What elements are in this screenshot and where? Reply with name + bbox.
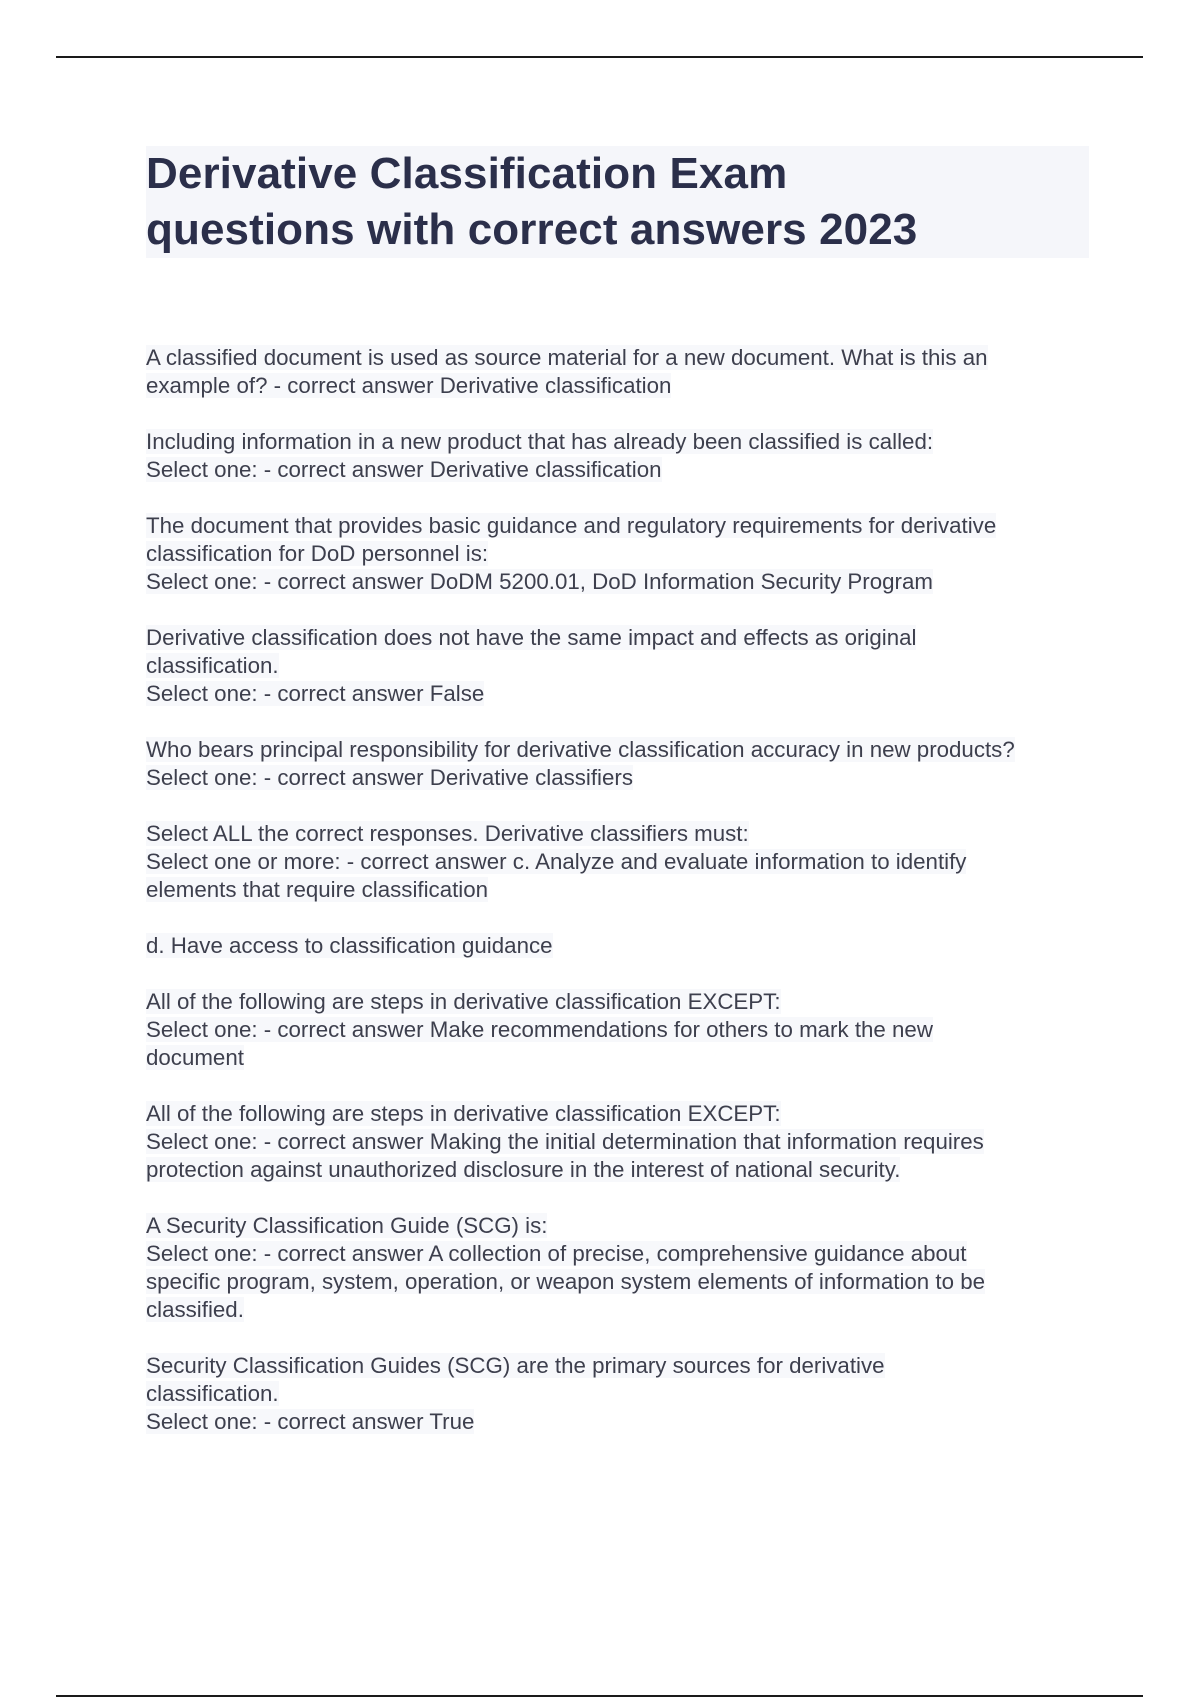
- question-text-line: [146, 988, 1089, 1016]
- question-item: [146, 428, 1089, 484]
- question-list: [146, 344, 1089, 1436]
- question-text-line: [146, 1352, 1089, 1380]
- question-text-line: [146, 1156, 1089, 1184]
- question-text-line: [146, 1044, 1089, 1072]
- question-text-line: [146, 1100, 1089, 1128]
- question-text-line: [146, 848, 1089, 876]
- question-text-line: [146, 680, 1089, 708]
- question-text-line: [146, 1268, 1089, 1296]
- text-run: classified.: [146, 1297, 244, 1322]
- document-title: [146, 146, 1089, 258]
- text-run: Select one: - correct answer False: [146, 681, 485, 706]
- text-run: Select one: - correct answer DoDM 5200.01, DoD Information Security Program: [146, 569, 933, 594]
- question-text-line: [146, 456, 1089, 484]
- text-run: elements that require classification: [146, 877, 489, 902]
- question-text-line: [146, 1128, 1089, 1156]
- question-text-line: [146, 428, 1089, 456]
- text-run: protection against unauthorized disclosure in the interest of national security.: [146, 1157, 901, 1182]
- text-run: Select one: - correct answer Making the initial determination that information requires: [146, 1129, 984, 1154]
- question-text-line: [146, 1380, 1089, 1408]
- question-text-line: [146, 820, 1089, 848]
- text-run: specific program, system, operation, or weapon system elements of information to be: [146, 1269, 985, 1294]
- question-text-line: [146, 932, 1089, 960]
- text-run: Select one: - correct answer Make recommendations for others to mark the new: [146, 1017, 933, 1042]
- question-text-line: [146, 764, 1089, 792]
- title-line-1: Derivative Classification Exam: [146, 149, 788, 198]
- text-run: Select one or more: - correct answer c. Analyze and evaluate information to identify: [146, 849, 967, 874]
- question-text-line: [146, 624, 1089, 652]
- question-text-line: [146, 876, 1089, 904]
- text-run: classification.: [146, 1381, 279, 1406]
- title-line-2: questions with correct answers 2023: [146, 205, 918, 254]
- question-item: [146, 1352, 1089, 1436]
- text-run: A Security Classification Guide (SCG) is:: [146, 1213, 548, 1238]
- question-text-line: [146, 512, 1089, 540]
- text-run: document: [146, 1045, 244, 1070]
- text-run: The document that provides basic guidance and regulatory requirements for derivative: [146, 513, 997, 538]
- text-run: All of the following are steps in derivative classification EXCEPT:: [146, 989, 781, 1014]
- question-text-line: [146, 1016, 1089, 1044]
- question-item: [146, 932, 1089, 960]
- question-text-line: [146, 1240, 1089, 1268]
- question-text-line: [146, 568, 1089, 596]
- bottom-rule: [56, 1695, 1143, 1697]
- text-run: Select ALL the correct responses. Derivative classifiers must:: [146, 821, 749, 846]
- question-item: [146, 988, 1089, 1072]
- question-text-line: [146, 736, 1089, 764]
- text-run: Select one: - correct answer Derivative classifiers: [146, 765, 633, 790]
- question-item: [146, 736, 1089, 792]
- top-rule: [56, 56, 1143, 58]
- question-item: [146, 1212, 1089, 1324]
- question-text-line: [146, 1296, 1089, 1324]
- document-body: [146, 146, 1089, 1464]
- question-text-line: [146, 372, 1089, 400]
- text-run: Select one: - correct answer A collection of precise, comprehensive guidance about: [146, 1241, 967, 1266]
- text-run: example of? - correct answer Derivative classification: [146, 373, 672, 398]
- text-run: Security Classification Guides (SCG) are the primary sources for derivative: [146, 1353, 885, 1378]
- text-run: A classified document is used as source material for a new document. What is this an: [146, 345, 988, 370]
- question-item: [146, 1100, 1089, 1184]
- question-text-line: [146, 344, 1089, 372]
- text-run: Derivative classification does not have the same impact and effects as original: [146, 625, 917, 650]
- text-run: Including information in a new product that has already been classified is called:: [146, 429, 934, 454]
- text-run: Select one: - correct answer True: [146, 1409, 475, 1434]
- text-run: All of the following are steps in derivative classification EXCEPT:: [146, 1101, 781, 1126]
- text-run: Select one: - correct answer Derivative classification: [146, 457, 662, 482]
- question-text-line: [146, 1212, 1089, 1240]
- question-item: [146, 512, 1089, 596]
- text-run: d. Have access to classification guidance: [146, 933, 553, 958]
- question-item: [146, 344, 1089, 400]
- text-run: classification.: [146, 653, 279, 678]
- title-block: [146, 146, 1089, 258]
- question-text-line: [146, 652, 1089, 680]
- question-text-line: [146, 1408, 1089, 1436]
- question-item: [146, 820, 1089, 904]
- question-text-line: [146, 540, 1089, 568]
- question-item: [146, 624, 1089, 708]
- text-run: Who bears principal responsibility for derivative classification accuracy in new products?: [146, 737, 1015, 762]
- text-run: classification for DoD personnel is:: [146, 541, 489, 566]
